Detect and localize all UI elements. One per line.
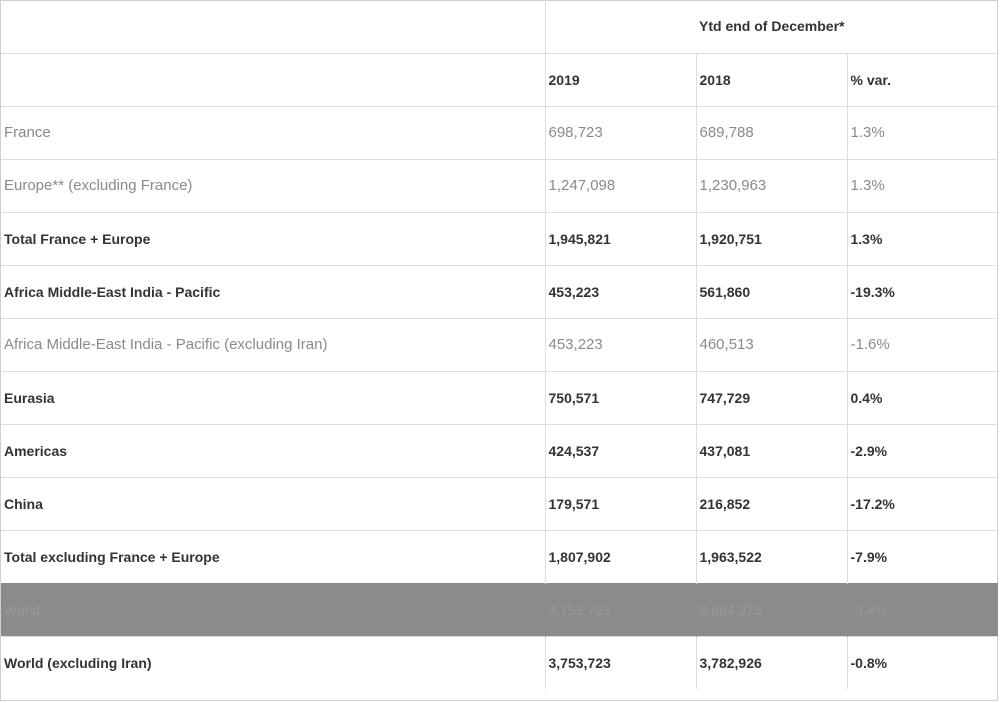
var-cell: -2.9% — [847, 424, 998, 477]
region-cell: Africa Middle-East India - Pacific — [1, 265, 545, 318]
table-row — [1, 212, 998, 265]
var-cell: -19.3% — [847, 265, 998, 318]
var-cell: -17.2% — [847, 477, 998, 530]
region-cell: Americas — [1, 424, 545, 477]
table-row — [1, 318, 998, 371]
value-2019-cell: 179,571 — [545, 477, 696, 530]
table-group-header-row — [1, 0, 998, 53]
value-2019-cell: 1,807,902 — [545, 530, 696, 583]
empty-header-cell — [1, 0, 545, 53]
col-var-header: % var. — [847, 53, 998, 106]
value-2018-cell: 561,860 — [696, 265, 847, 318]
region-cell: World — [1, 583, 545, 636]
table-row — [1, 106, 998, 159]
var-cell: 1.3% — [847, 106, 998, 159]
value-2018-cell: 1,920,751 — [696, 212, 847, 265]
table-row-highlighted — [1, 583, 998, 636]
table-column-header-row — [1, 53, 998, 106]
var-cell: -1.6% — [847, 318, 998, 371]
region-cell: Total France + Europe — [1, 212, 545, 265]
region-cell: Eurasia — [1, 371, 545, 424]
value-2019-cell: 1,247,098 — [545, 159, 696, 212]
region-cell: Total excluding France + Europe — [1, 530, 545, 583]
value-2019-cell: 3,753,723 — [545, 583, 696, 636]
value-2019-cell: 750,571 — [545, 371, 696, 424]
value-2018-cell: 1,230,963 — [696, 159, 847, 212]
var-cell: -7.9% — [847, 530, 998, 583]
table-row — [1, 477, 998, 530]
value-2019-cell: 1,945,821 — [545, 212, 696, 265]
value-2019-cell: 3,753,723 — [545, 636, 696, 689]
value-2018-cell: 689,788 — [696, 106, 847, 159]
var-cell: -0.8% — [847, 636, 998, 689]
sales-table — [1, 0, 998, 689]
region-cell: World (excluding Iran) — [1, 636, 545, 689]
region-cell: China — [1, 477, 545, 530]
region-cell: Europe** (excluding France) — [1, 159, 545, 212]
value-2018-cell: 3,884,273 — [696, 583, 847, 636]
table-row — [1, 530, 998, 583]
col-2019-header: 2019 — [545, 53, 696, 106]
value-2019-cell: 424,537 — [545, 424, 696, 477]
value-2018-cell: 747,729 — [696, 371, 847, 424]
value-2018-cell: 460,513 — [696, 318, 847, 371]
table-row — [1, 265, 998, 318]
region-cell: Africa Middle-East India - Pacific (excluding Iran) — [1, 318, 545, 371]
table-row — [1, 371, 998, 424]
region-cell: France — [1, 106, 545, 159]
value-2018-cell: 437,081 — [696, 424, 847, 477]
value-2019-cell: 698,723 — [545, 106, 696, 159]
table-row — [1, 159, 998, 212]
var-cell: 0.4% — [847, 371, 998, 424]
table-row — [1, 636, 998, 689]
value-2019-cell: 453,223 — [545, 265, 696, 318]
var-cell: 1.3% — [847, 159, 998, 212]
var-cell: 1.3% — [847, 212, 998, 265]
ytd-group-header: Ytd end of December* — [545, 0, 998, 53]
col-2018-header: 2018 — [696, 53, 847, 106]
table-row — [1, 424, 998, 477]
value-2019-cell: 453,223 — [545, 318, 696, 371]
var-cell: -3.4% — [847, 583, 998, 636]
value-2018-cell: 3,782,926 — [696, 636, 847, 689]
region-header-cell — [1, 53, 545, 106]
value-2018-cell: 1,963,522 — [696, 530, 847, 583]
value-2018-cell: 216,852 — [696, 477, 847, 530]
